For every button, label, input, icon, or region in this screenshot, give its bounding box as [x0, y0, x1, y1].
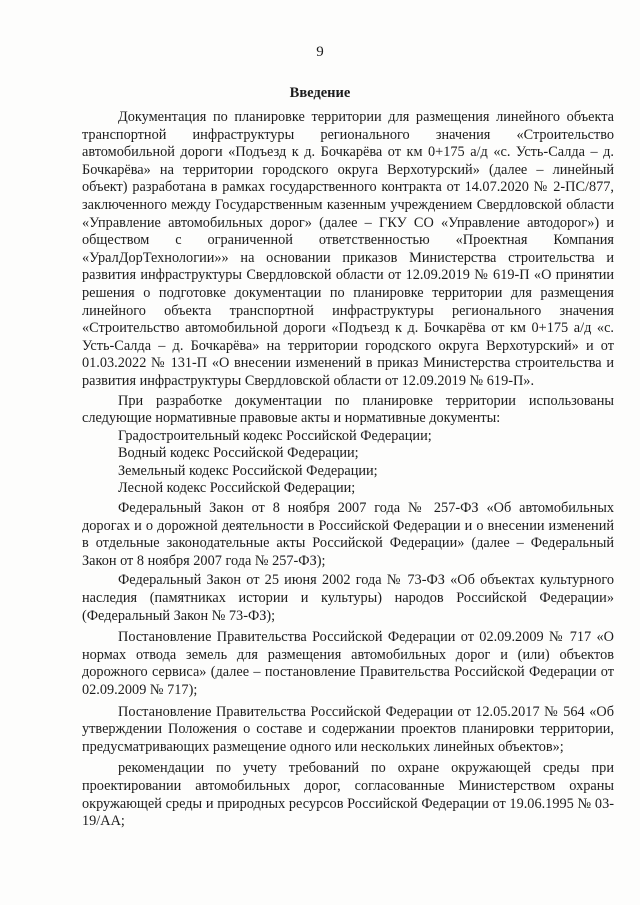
document-body: [82, 109, 614, 831]
list-item: Федеральный Закон от 8 ноября 2007 года № 257-ФЗ «Об автомобильных дорогах и о дорожной деятельности в Российской Федерации и о внесении изменений в отдельные законодательные акты Российской Федерации» (далее – Федеральный Закон от 8 ноября 2007 года № 257-ФЗ);: [82, 500, 614, 569]
section-heading: Введение: [289, 85, 351, 101]
list-item: Водный кодекс Российской Федерации;: [118, 445, 359, 462]
list-item: рекомендации по учету требований по охране окружающей среды при проектировании автомобильных дорог, согласованные Министерством охраны окружающей среды и природных ресурсов Российской Федерации от 19.06.1995 № 03-19/АА;: [82, 760, 614, 830]
paragraph-intro: Документация по планировке территории для размещения линейного объекта транспортной инфраструктуры регионального значения «Строительство автомобильной дороги «Подъезд к д. Бочкарёва от км 0+175 а/д «с. Усть-Салда – д. Бочкарёва» на территории городского округа Верхотурский» (далее – линейный объект) разработана в рамках государственного контракта от 14.07.2020 № 2-ПС/877, заключенного между Государственным казенным учреждением Свердловской области «Управление автомобильных дорог» (далее – ГКУ СО «Управление автодорог») и обществом с ограниченной ответственностью «Проектная Компания «УралДорТехнологии»» на основании приказов Министерства строительства и развития инфраструктуры Свердловской области от 12.09.2019 № 619-П «О принятии решения о подготовке документации по планировке территории для размещения линейного объекта транспортной инфраструктуры регионального значения «Строительство автомобильной дороги «Подъезд к д. Бочкарёва от км 0+175 а/д «с. Усть-Салда – д. Бочкарёва» на территории городского округа Верхотурский» и от 01.03.2022 № 131-П «О внесении изменений в приказ Министерства строительства и развития инфраструктуры Свердловской области от 12.09.2019 № 619-П».: [82, 109, 614, 389]
list-item: Лесной кодекс Российской Федерации;: [118, 480, 356, 497]
page-number: 9: [316, 44, 324, 60]
list-item: Постановление Правительства Российской Федерации от 12.05.2017 № 564 «Об утверждении Положения о составе и содержании проектов планировки территории, предусматривающих размещение одного или нескольких линейных объектов»;: [82, 703, 614, 755]
list-item: Федеральный Закон от 25 июня 2002 года № 73-ФЗ «Об объектах культурного наследия (памятниках истории и культуры) народов Российской Федерации» (Федеральный Закон № 73-ФЗ);: [82, 572, 614, 624]
list-item: Градостроительный кодекс Российской Федерации;: [118, 427, 432, 444]
list-item: Земельный кодекс Российской Федерации;: [118, 462, 378, 479]
list-item: Постановление Правительства Российской Федерации от 02.09.2009 № 717 «О нормах отвода земель для размещения автомобильных дорог и (или) объектов дорожного сервиса» (далее – постановление Правительства Российской Федерации от 02.09.2009 № 717);: [82, 629, 614, 698]
paragraph-sources-intro: При разработке документации по планировке территории использованы следующие нормативные правовые акты и нормативные документы:: [82, 392, 614, 427]
